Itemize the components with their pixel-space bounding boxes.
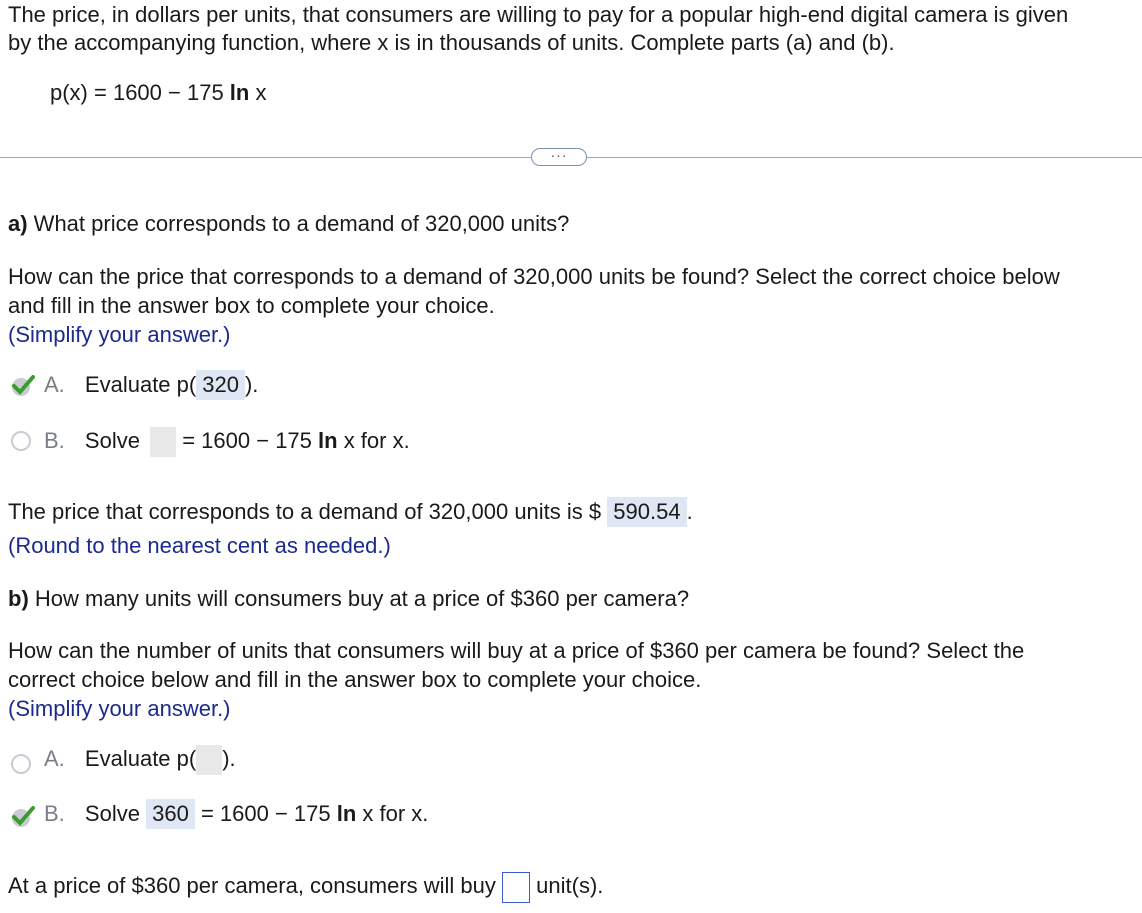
formula-ln: ln xyxy=(229,80,250,105)
blank-answer-box[interactable] xyxy=(150,427,176,457)
blank-answer-box[interactable] xyxy=(196,745,222,775)
ln-text: ln xyxy=(336,801,357,826)
ln-text: ln xyxy=(318,428,338,453)
part-b-choice-b[interactable] xyxy=(44,799,428,829)
choice-text: Solve xyxy=(84,801,140,826)
intro-line-1: The price, in dollars per units, that consumers are willing to pay for a popular high-end digital camera is given xyxy=(8,2,1069,27)
part-b-how-line-1: How can the number of units that consumers will buy at a price of $360 per camera be found? Select the xyxy=(8,638,1025,663)
part-a-choice-b[interactable] xyxy=(44,426,410,457)
choice-letter: B. xyxy=(44,428,65,453)
result-unit: unit(s). xyxy=(536,873,604,898)
answer-value[interactable]: 320 xyxy=(196,370,245,400)
result-end: . xyxy=(686,499,693,524)
part-a-how-line-1: How can the price that corresponds to a demand of 320,000 units be found? Select the correct choice below xyxy=(8,264,1060,289)
part-b-choice-a[interactable] xyxy=(44,744,236,775)
part-b-result xyxy=(8,871,603,903)
part-a-result xyxy=(8,497,693,527)
result-text: The price that corresponds to a demand of 320,000 units is $ xyxy=(8,499,602,524)
formula-var: x xyxy=(249,80,267,105)
choice-equation: = 1600 − 175 xyxy=(182,428,319,453)
part-a-how-line-2: and fill in the answer box to complete your choice. xyxy=(8,293,495,318)
more-button[interactable]: ··· xyxy=(531,148,587,166)
part-b-label: b) xyxy=(8,586,29,611)
choice-text: Solve xyxy=(84,428,140,453)
choice-close: ). xyxy=(222,746,236,771)
choice-text: Evaluate p( xyxy=(84,746,197,771)
choice-letter: B. xyxy=(44,801,65,826)
result-text: At a price of $360 per camera, consumers will buy xyxy=(8,873,496,898)
part-a-question xyxy=(8,209,569,238)
checkmark-icon[interactable] xyxy=(10,805,36,829)
result-value[interactable]: 590.54 xyxy=(607,497,686,527)
choice-letter: A. xyxy=(44,372,65,397)
answer-input-box[interactable] xyxy=(502,872,530,903)
intro-line-2: by the accompanying function, where x is in thousands of units. Complete parts (a) and (b). xyxy=(8,30,895,55)
radio-button[interactable] xyxy=(11,431,31,451)
choice-text: Evaluate p( xyxy=(84,372,197,397)
part-a-question-text: What price corresponds to a demand of 320,000 units? xyxy=(27,211,570,236)
radio-button[interactable] xyxy=(11,754,31,774)
part-b-simplify-note: (Simplify your answer.) xyxy=(8,696,231,721)
part-b-question xyxy=(8,584,689,613)
part-a-simplify-note: (Simplify your answer.) xyxy=(8,322,231,347)
part-a-round-note: (Round to the nearest cent as needed.) xyxy=(8,533,391,558)
part-b-question-text: How many units will consumers buy at a price of $360 per camera? xyxy=(28,586,690,611)
formula xyxy=(50,78,266,107)
choice-tail: x for x. xyxy=(356,801,429,826)
choice-close: ). xyxy=(244,372,259,397)
part-a-label: a) xyxy=(8,211,28,236)
choice-letter: A. xyxy=(44,746,65,771)
choice-tail: x for x. xyxy=(337,428,410,453)
choice-equation: = 1600 − 175 xyxy=(200,801,337,826)
part-a-choice-a[interactable] xyxy=(44,370,258,400)
formula-lhs: p(x) = 1600 − 175 xyxy=(50,80,230,105)
part-b-how-line-2: correct choice below and fill in the answer box to complete your choice. xyxy=(8,667,702,692)
checkmark-icon[interactable] xyxy=(10,374,36,398)
answer-value[interactable]: 360 xyxy=(146,799,195,829)
